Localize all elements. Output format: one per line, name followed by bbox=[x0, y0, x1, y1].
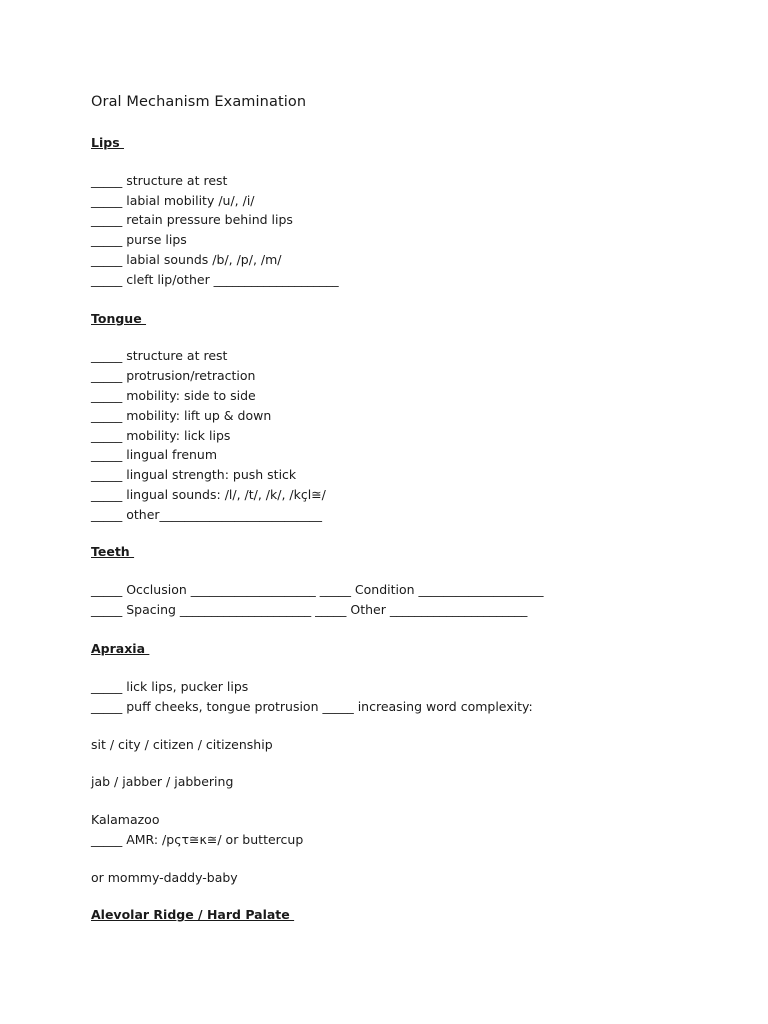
word-list: sit / city / citizen / citizenship bbox=[91, 737, 273, 752]
section-heading-tongue: Tongue bbox=[91, 311, 147, 326]
section-heading-alveolar: Alevolar Ridge / Hard Palate bbox=[91, 907, 295, 922]
list-item: _____ protrusion/retraction bbox=[91, 368, 256, 383]
list-item: _____ mobility: side to side bbox=[91, 388, 256, 403]
list-item: _____ retain pressure behind lips bbox=[91, 212, 293, 227]
list-item: _____ structure at rest bbox=[91, 348, 228, 363]
word-list: jab / jabber / jabbering bbox=[91, 774, 234, 789]
list-item: _____ mobility: lift up & down bbox=[91, 408, 272, 423]
list-item: _____ structure at rest bbox=[91, 173, 228, 188]
section-heading-teeth: Teeth bbox=[91, 544, 135, 559]
word-list: or mommy-daddy-baby bbox=[91, 870, 238, 885]
list-item: _____ puff cheeks, tongue protrusion _____ increasing word complexity: bbox=[91, 699, 533, 714]
word-list: Kalamazoo bbox=[91, 812, 160, 827]
section-heading-apraxia: Apraxia bbox=[91, 641, 150, 656]
list-item: _____ other__________________________ bbox=[91, 507, 323, 522]
list-item: _____ lingual strength: push stick bbox=[91, 467, 297, 482]
list-item: _____ Occlusion ____________________ _____ Condition ____________________ bbox=[91, 582, 544, 597]
list-item: _____ purse lips bbox=[91, 232, 187, 247]
list-item: _____ lingual sounds: /l/, /t/, /k/, /kçl≅/ bbox=[91, 487, 326, 502]
list-item: _____ labial sounds /b/, /p/, /m/ bbox=[91, 252, 282, 267]
list-item: _____ labial mobility /u/, /i/ bbox=[91, 193, 255, 208]
list-item: _____ AMR: /pςτ≅κ≅/ or buttercup bbox=[91, 832, 304, 847]
list-item: _____ lick lips, pucker lips bbox=[91, 679, 249, 694]
section-heading-lips: Lips bbox=[91, 135, 124, 150]
page-title: Oral Mechanism Examination bbox=[91, 94, 307, 110]
list-item: _____ Spacing _____________________ _____ Other ______________________ bbox=[91, 602, 528, 617]
list-item: _____ lingual frenum bbox=[91, 447, 218, 462]
list-item: _____ mobility: lick lips bbox=[91, 428, 231, 443]
list-item: _____ cleft lip/other ____________________ bbox=[91, 272, 339, 287]
